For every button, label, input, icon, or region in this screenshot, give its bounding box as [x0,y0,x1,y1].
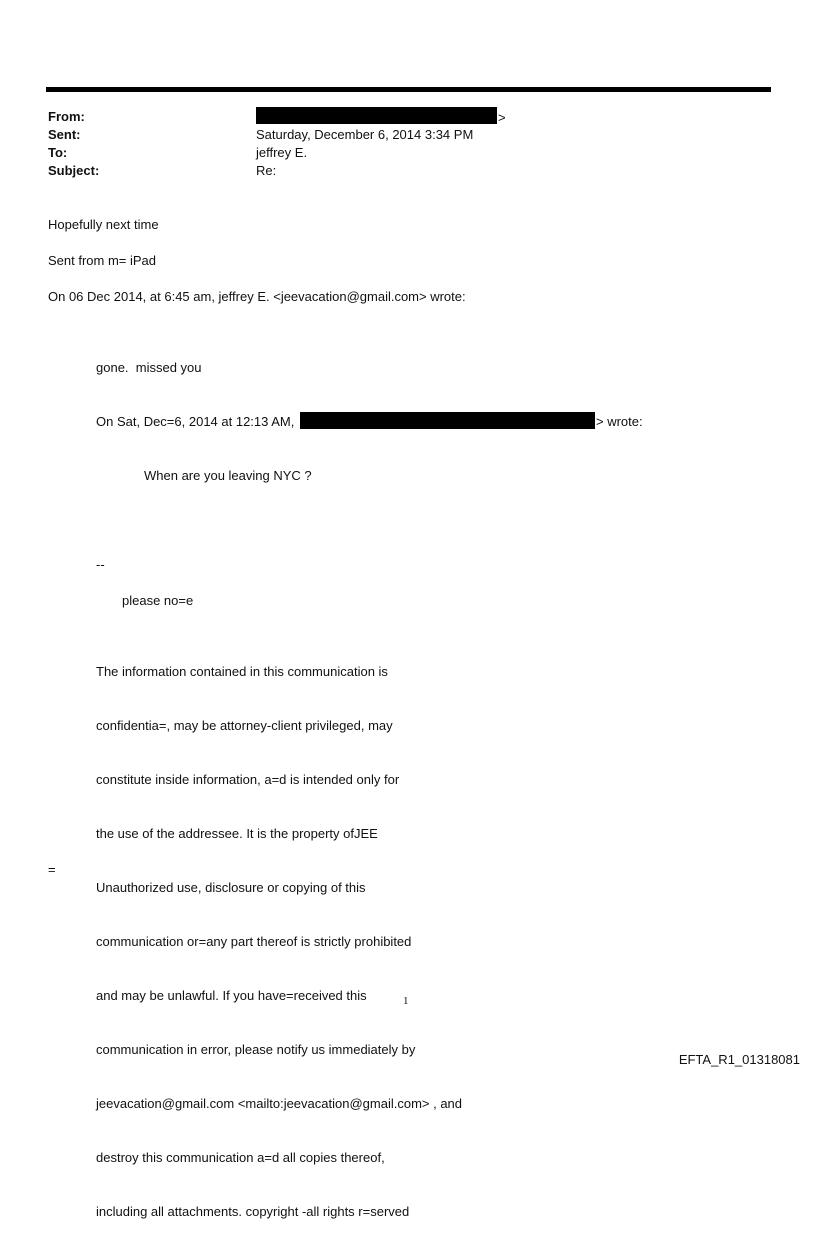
subject-label: Subject: [48,163,100,178]
disclaimer-line: constitute inside information, a=d is intended only for [96,772,400,787]
disclaimer-line: and may be unlawful. If you have=received this [96,988,367,1003]
disclaimer-line: communication in error, please notify us immediately by [96,1042,416,1057]
body-line-sent-from: Sent from m= iPad [48,253,157,268]
inner-message: When are you leaving NYC ? [144,468,312,483]
confidentiality-disclaimer [96,627,462,1239]
disclaimer-line: destroy this communication a=d all copies thereof, [96,1150,385,1165]
disclaimer-line: jeevacation@gmail.com <mailto:jeevacation@gmail.com> , and [96,1096,463,1111]
sender-redaction [300,412,595,429]
body-line-hopefully: Hopefully next time [48,217,159,232]
inner-intro-prefix: On Sat, Dec=6, 2014 at 12:13 AM, [96,414,295,429]
sent-label: Sent: [48,127,81,142]
from-label: From: [48,109,85,124]
to-label: To: [48,145,68,160]
page-number: 1 [403,995,409,1007]
trailing-equals: = [48,862,56,877]
disclaimer-line: including all attachments. copyright -all rights r=served [96,1204,410,1219]
subject-value: Re: [256,163,277,178]
from-suffix: > [498,110,506,125]
signature-dashes: -- [96,557,105,572]
disclaimer-line: communication or=any part thereof is strictly prohibited [96,934,412,949]
disclaimer-line: The information contained in this communication is [96,664,388,679]
signature-note: please no=e [122,593,194,608]
inner-intro-suffix: > wrote: [596,414,643,429]
disclaimer-line: Unauthorized use, disclosure or copying of this [96,880,366,895]
to-value: jeffrey E. [256,145,308,160]
disclaimer-line: the use of the addressee. It is the property ofJEE [96,826,378,841]
from-redaction [256,107,497,124]
reply-gone: gone. missed you [96,360,202,375]
quote-intro: On 06 Dec 2014, at 6:45 am, jeffrey E. <jeevacation@gmail.com> wrote: [48,289,466,304]
disclaimer-line: confidentia=, may be attorney-client privileged, may [96,718,393,733]
bates-number: EFTA_R1_01318081 [678,1052,800,1067]
sent-value: Saturday, December 6, 2014 3:34 PM [256,127,474,142]
header-rule [46,87,771,92]
